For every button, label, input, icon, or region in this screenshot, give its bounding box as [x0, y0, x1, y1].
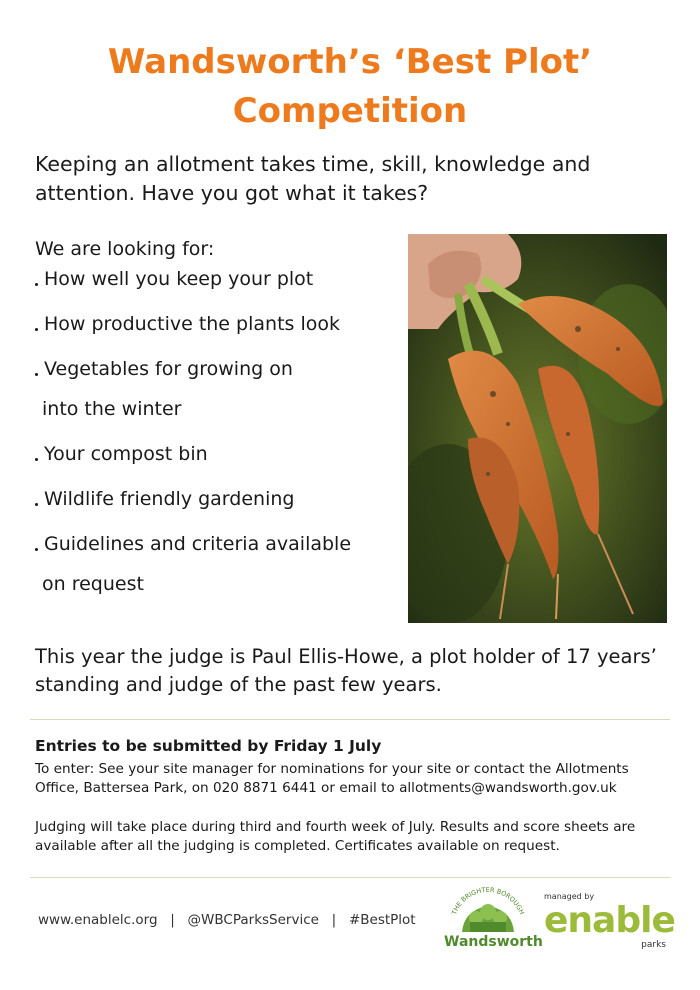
criteria-item [35, 266, 415, 293]
carrots-illustration [408, 234, 667, 623]
bullet-icon [35, 373, 38, 376]
criteria-item [35, 531, 415, 598]
entries-heading: Entries to be submitted by Friday 1 July [35, 737, 382, 755]
criteria-item [35, 356, 415, 423]
hashtag-link[interactable]: #BestPlot [348, 912, 416, 928]
website-link[interactable]: www.enablelc.org [38, 912, 158, 928]
wandsworth-emblem-icon [440, 886, 536, 934]
managed-by-label: managed by [544, 892, 595, 901]
bullet-icon [35, 548, 38, 551]
carrots-photo [408, 234, 667, 623]
judging-text: Judging will take place during third and fourth week of July. Results and score sheets are available after all the judging is completed. Certificates available on request. [35, 819, 636, 854]
criteria-item [35, 486, 415, 513]
enable-parks-logo [544, 892, 675, 954]
bullet-icon [35, 283, 38, 286]
enable-wordmark: enable [544, 900, 675, 941]
bullet-icon [35, 503, 38, 506]
criteria-text-continued: on request [42, 573, 144, 595]
criteria-list [35, 266, 415, 616]
intro-text: Keeping an allotment takes time, skill, knowledge and attention. Have you got what it takes? [35, 152, 591, 205]
footer-links [38, 912, 416, 928]
parks-wordmark: parks [641, 940, 666, 950]
wandsworth-wordmark: Wandsworth [444, 934, 543, 950]
bullet-icon [35, 458, 38, 461]
criteria-text: How well you keep your plot [44, 268, 314, 290]
wandsworth-arc-text: THE BRIGHTER BOROUGH [450, 886, 526, 916]
looking-for-heading: We are looking for: [35, 238, 215, 260]
wandsworth-logo [440, 886, 543, 954]
title-line-2: Competition [232, 91, 468, 131]
to-enter-text: To enter: See your site manager for nominations for your site or contact the Allotments Office, Battersea Park, on 020 8871 6441 or email to allotments@wandsworth.gov.uk [35, 761, 629, 796]
criteria-item [35, 311, 415, 338]
divider-bottom [30, 877, 670, 878]
criteria-text: Wildlife friendly gardening [44, 488, 295, 510]
criteria-item [35, 441, 415, 468]
footer-separator: | [170, 912, 175, 928]
divider-top [30, 719, 670, 720]
footer-separator: | [331, 912, 337, 928]
criteria-text-continued: into the winter [42, 398, 182, 420]
title-line-1: Wandsworth’s ‘Best Plot’ [107, 42, 593, 82]
judge-text: This year the judge is Paul Ellis-Howe, a plot holder of 17 years’ standing and judge of the past few years. [35, 645, 657, 696]
criteria-text: How productive the plants look [44, 313, 340, 335]
criteria-text: Vegetables for growing on [44, 358, 293, 380]
bullet-icon [35, 328, 38, 331]
criteria-text: Your compost bin [44, 443, 208, 465]
criteria-text: Guidelines and criteria available [44, 533, 352, 555]
poster-title [0, 38, 700, 136]
twitter-link[interactable]: @WBCParksService [187, 912, 319, 928]
